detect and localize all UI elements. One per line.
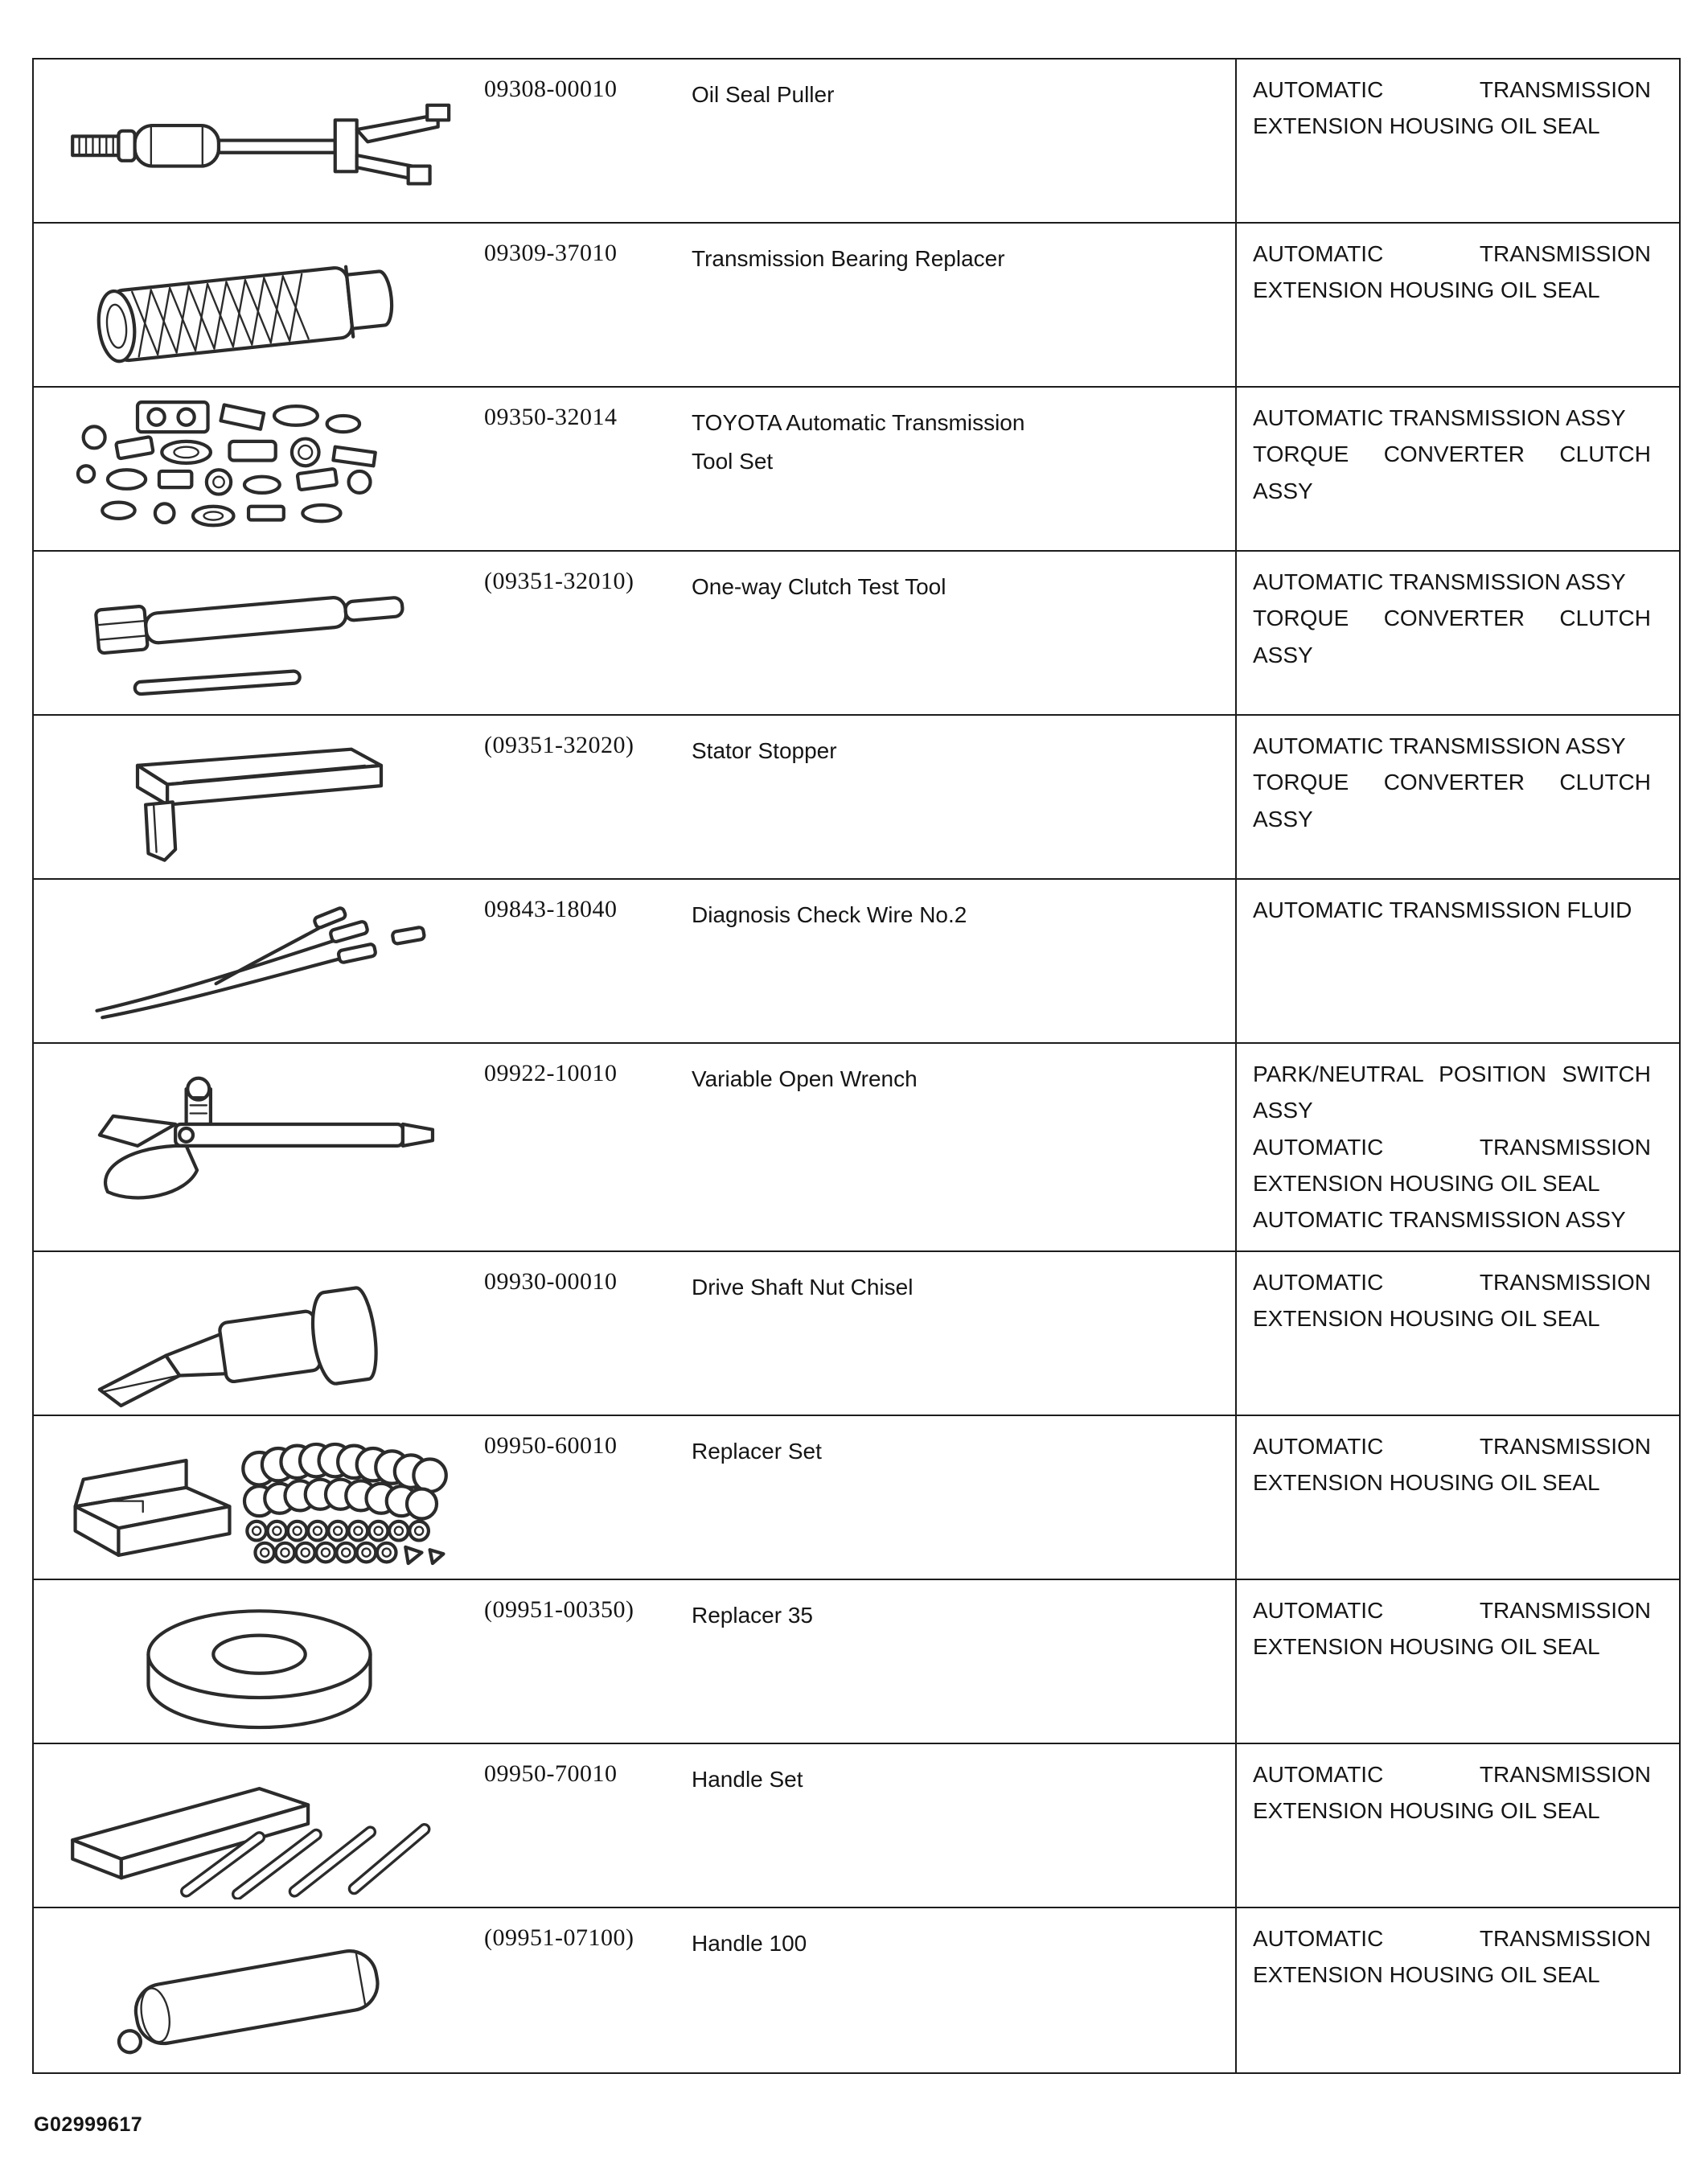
table-row: [34, 1908, 1679, 2072]
part-number: 09922-10010: [484, 1060, 618, 1086]
application-item: AUTOMATIC TRANSMISSION EXTENSION HOUSING OIL SEAL: [1253, 1269, 1651, 1332]
part-number: (09951-00350): [484, 1595, 634, 1623]
applications: [1235, 1908, 1679, 2072]
applications: [1235, 1252, 1679, 1415]
tool-name: Variable Open Wrench: [692, 1066, 918, 1091]
tool-name: Oil Seal Puller: [692, 82, 835, 107]
figure-code: G02999617: [34, 2113, 143, 2136]
applications: [1235, 1580, 1679, 1743]
application-item: AUTOMATIC TRANSMISSION EXTENSION HOUSING OIL SEAL: [1253, 77, 1651, 139]
tool-name: Replacer 35: [692, 1602, 813, 1628]
application-item: AUTOMATIC TRANSMISSION ASSY: [1253, 1207, 1626, 1233]
application-item: TORQUE CONVERTER CLUTCH ASSY: [1253, 770, 1651, 832]
part-number: (09351-32010): [484, 568, 634, 594]
replacer-set-illustration: [34, 1416, 484, 1579]
application-item: AUTOMATIC TRANSMISSION ASSY: [1253, 569, 1626, 594]
part-number: 09843-18040: [484, 896, 618, 922]
tool-name: One-way Clutch Test Tool: [692, 574, 946, 599]
application-item: AUTOMATIC TRANSMISSION ASSY: [1253, 733, 1626, 758]
tool-name: Handle Set: [692, 1766, 803, 1792]
oil-seal-puller-illustration: [34, 60, 484, 222]
tool-name: TOYOTA Automatic Transmission Tool Set: [692, 410, 1025, 474]
applications: [1235, 1416, 1679, 1579]
application-item: AUTOMATIC TRANSMISSION FLUID: [1253, 897, 1632, 922]
part-number: (09951-07100): [484, 1924, 634, 1951]
part-number: 09930-00010: [484, 1267, 618, 1295]
applications: [1235, 1744, 1679, 1907]
application-item: AUTOMATIC TRANSMISSION EXTENSION HOUSING OIL SEAL: [1253, 1597, 1651, 1660]
tool-name: Transmission Bearing Replacer: [692, 246, 1005, 271]
table-row: [34, 1580, 1679, 1744]
part-number: 09350-32014: [484, 404, 618, 430]
application-item: AUTOMATIC TRANSMISSION EXTENSION HOUSING OIL SEAL: [1253, 1433, 1651, 1496]
one-way-clutch-test-tool-illustration: [34, 552, 484, 714]
transmission-bearing-replacer-illustration: [34, 224, 484, 386]
applications: [1235, 388, 1679, 550]
diagnosis-check-wire-illustration: [34, 880, 484, 1042]
tool-name: Handle 100: [692, 1930, 807, 1956]
applications: [1235, 1044, 1679, 1250]
tool-name: Drive Shaft Nut Chisel: [692, 1274, 914, 1300]
table-row: [34, 1416, 1679, 1580]
table-row: [34, 552, 1679, 716]
application-item: AUTOMATIC TRANSMISSION ASSY: [1253, 405, 1626, 430]
application-item: TORQUE CONVERTER CLUTCH ASSY: [1253, 606, 1651, 667]
application-item: AUTOMATIC TRANSMISSION EXTENSION HOUSING OIL SEAL: [1253, 1925, 1651, 1988]
application-item: AUTOMATIC TRANSMISSION EXTENSION HOUSING OIL SEAL: [1253, 1134, 1651, 1197]
special-service-tools-table: [32, 58, 1681, 2074]
application-item: AUTOMATIC TRANSMISSION EXTENSION HOUSING OIL SEAL: [1253, 241, 1651, 303]
drive-shaft-nut-chisel-illustration: [34, 1252, 484, 1415]
part-number: 09308-00010: [484, 76, 618, 102]
variable-open-wrench-illustration: [34, 1044, 484, 1250]
applications: [1235, 552, 1679, 714]
applications: [1235, 60, 1679, 222]
applications: [1235, 716, 1679, 878]
applications: [1235, 880, 1679, 1042]
table-row: [34, 716, 1679, 880]
table-row: [34, 60, 1679, 224]
tool-name: Stator Stopper: [692, 738, 837, 763]
part-number: (09351-32020): [484, 732, 634, 758]
part-number: 09950-60010: [484, 1431, 618, 1459]
table-row: [34, 880, 1679, 1044]
stator-stopper-illustration: [34, 716, 484, 878]
application-item: PARK/NEUTRAL POSITION SWITCH ASSY: [1253, 1062, 1651, 1123]
table-row: [34, 388, 1679, 552]
applications: [1235, 224, 1679, 386]
handle-100-illustration: [34, 1908, 484, 2072]
toyota-automatic-transmission-tool-set-illustration: [34, 388, 484, 550]
table-row: [34, 1252, 1679, 1416]
tool-name: Diagnosis Check Wire No.2: [692, 902, 967, 927]
table-row: [34, 1744, 1679, 1908]
table-row: [34, 224, 1679, 388]
table-row: [34, 1044, 1679, 1252]
tool-name: Replacer Set: [692, 1438, 822, 1464]
application-item: AUTOMATIC TRANSMISSION EXTENSION HOUSING OIL SEAL: [1253, 1761, 1651, 1824]
application-item: TORQUE CONVERTER CLUTCH ASSY: [1253, 441, 1651, 503]
part-number: 09950-70010: [484, 1760, 618, 1787]
part-number: 09309-37010: [484, 240, 618, 266]
replacer-35-illustration: [34, 1580, 484, 1743]
handle-set-illustration: [34, 1744, 484, 1907]
